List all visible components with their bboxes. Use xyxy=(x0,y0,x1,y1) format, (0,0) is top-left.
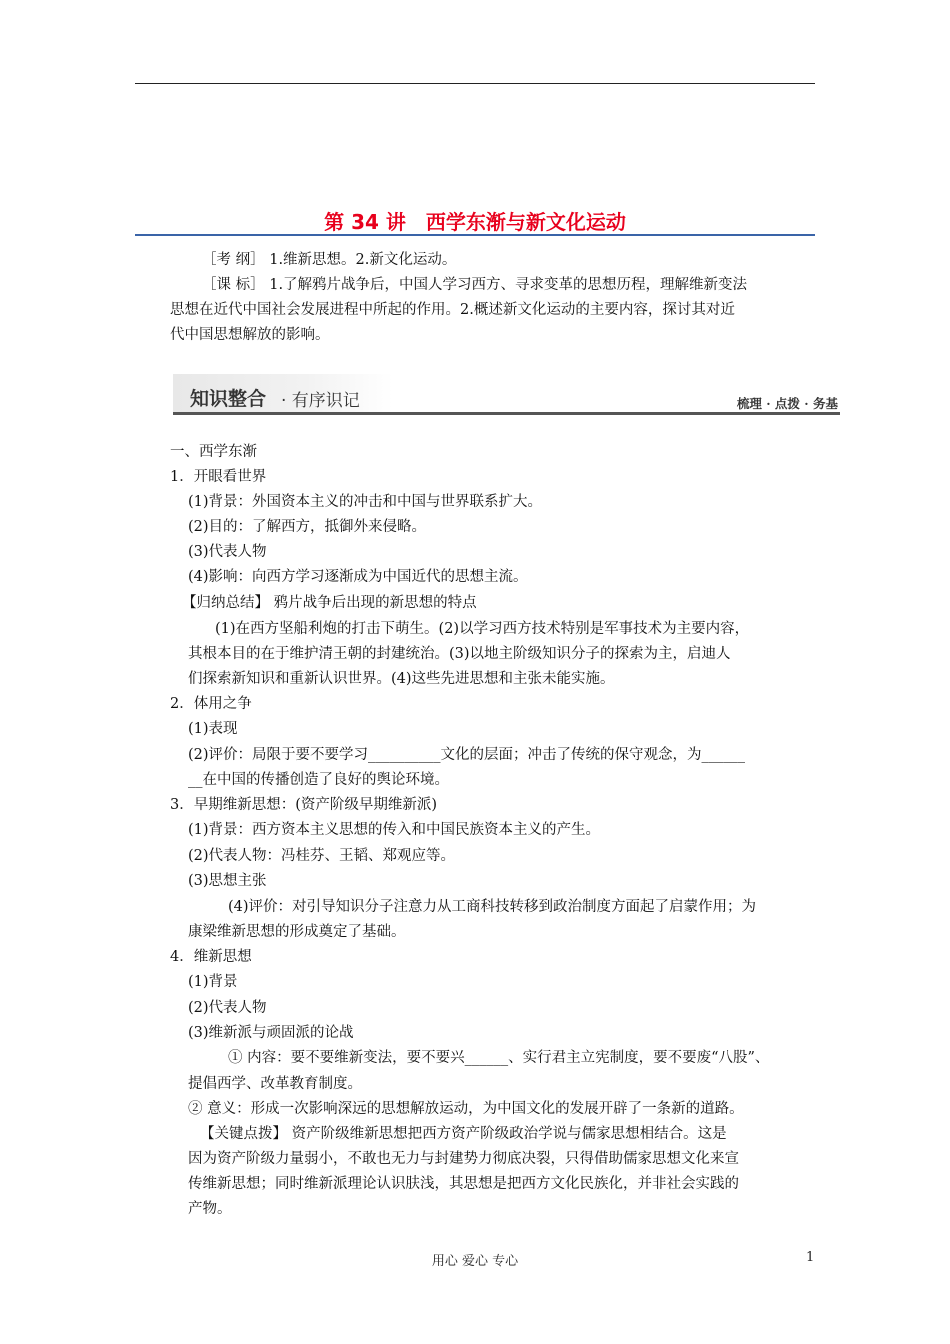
header-rule xyxy=(135,83,815,84)
page-number: 1 xyxy=(806,1250,815,1265)
text-line: (1)背景：外国资本主义的冲击和中国与世界联系扩大。 xyxy=(188,494,543,510)
text-line: (2)评价：局限于要不要学习__________文化的层面；冲击了传统的保守观念，为______ xyxy=(188,747,746,763)
footer-center: 用心 爱心 专心 xyxy=(431,1254,519,1269)
text-line: 们探索新知识和重新认识世界。(4)这些先进思想和主张未能实施。 xyxy=(188,671,615,687)
heading-xixuedongjian: 一、西学东渐 xyxy=(170,444,257,460)
subheading-3: 3．早期维新思想：(资产阶级早期维新派) xyxy=(170,797,438,813)
text-line: (2)代表人物 xyxy=(188,1000,267,1016)
text-line: (3)代表人物 xyxy=(188,544,267,560)
text-line: 提倡西学、改革教育制度。 xyxy=(188,1076,362,1092)
summary-heading: 【归纳总结】 鸦片战争后出现的新思想的特点 xyxy=(182,595,477,611)
text-line: 康梁维新思想的形成奠定了基础。 xyxy=(188,924,406,940)
section-right-label: 梳理 · 点拨 · 务基 xyxy=(736,396,838,411)
text-line: (1)背景 xyxy=(188,974,238,990)
text-line: (4)影响：向西方学习逐渐成为中国近代的思想主流。 xyxy=(188,569,528,585)
text-line: 其根本目的在于维护清王朝的封建统治。(3)以地主阶级知识分子的探索为主，启迪人 xyxy=(188,646,731,662)
keypoint-heading: 【关键点拨】 资产阶级维新思想把西方资产阶级政治学说与儒家思想相结合。这是 xyxy=(200,1126,727,1142)
page-title: 第 34 讲 西学东渐与新文化运动 xyxy=(324,210,626,234)
kebiao-line-1: ［课 标］ 1.了解鸦片战争后，中国人学习西方、寻求变革的思想历程，理解维新变法 xyxy=(202,277,748,293)
text-line: (4)评价：对引导知识分子注意力从工商科技转移到政治制度方面起了启蒙作用；为 xyxy=(228,899,757,915)
text-line: __在中国的传播创造了良好的舆论环境。 xyxy=(188,772,449,788)
text-line: (2)代表人物：冯桂芬、王韬、郑观应等。 xyxy=(188,848,456,864)
text-line: ① 内容：要不要维新变法，要不要兴______、实行君主立宪制度，要不要废“八股”、 xyxy=(228,1050,770,1066)
subheading-4: 4．维新思想 xyxy=(170,949,252,965)
section-sub-label: · 有序识记 xyxy=(281,391,360,411)
text-line: (1)背景：西方资本主义思想的传入和中国民族资本主义的产生。 xyxy=(188,822,601,838)
text-line: (2)目的：了解西方，抵御外来侵略。 xyxy=(188,519,427,535)
text-line: (3)维新派与顽固派的论战 xyxy=(188,1025,354,1041)
subheading-2: 2．体用之争 xyxy=(170,696,252,712)
title-underline xyxy=(135,234,815,236)
text-line: 传维新思想；同时维新派理论认识肤浅，其思想是把西方文化民族化，并非社会实践的 xyxy=(188,1176,739,1192)
text-line: ② 意义：形成一次影响深远的思想解放运动，为中国文化的发展开辟了一条新的道路。 xyxy=(188,1101,744,1117)
text-line: (1)表现 xyxy=(188,721,238,737)
kebiao-line-2: 思想在近代中国社会发展进程中所起的作用。2.概述新文化运动的主要内容，探讨其对近 xyxy=(170,302,735,318)
kebiao-line-3: 代中国思想解放的影响。 xyxy=(170,327,330,343)
kaogang-line: ［考 纲］ 1.维新思想。2.新文化运动。 xyxy=(202,252,457,268)
text-line: 因为资产阶级力量弱小，不敢也无力与封建势力彻底决裂，只得借助儒家思想文化来宣 xyxy=(188,1151,739,1167)
subheading-1: 1．开眼看世界 xyxy=(170,469,267,485)
section-header-rule xyxy=(173,412,840,415)
text-line: 产物。 xyxy=(188,1201,232,1217)
text-line: (3)思想主张 xyxy=(188,873,267,889)
section-main-label: 知识整合 xyxy=(190,388,267,410)
text-line: (1)在西方坚船利炮的打击下萌生。(2)以学习西方技术特别是军事技术为主要内容， xyxy=(215,621,750,637)
section-header-bar xyxy=(173,374,840,416)
